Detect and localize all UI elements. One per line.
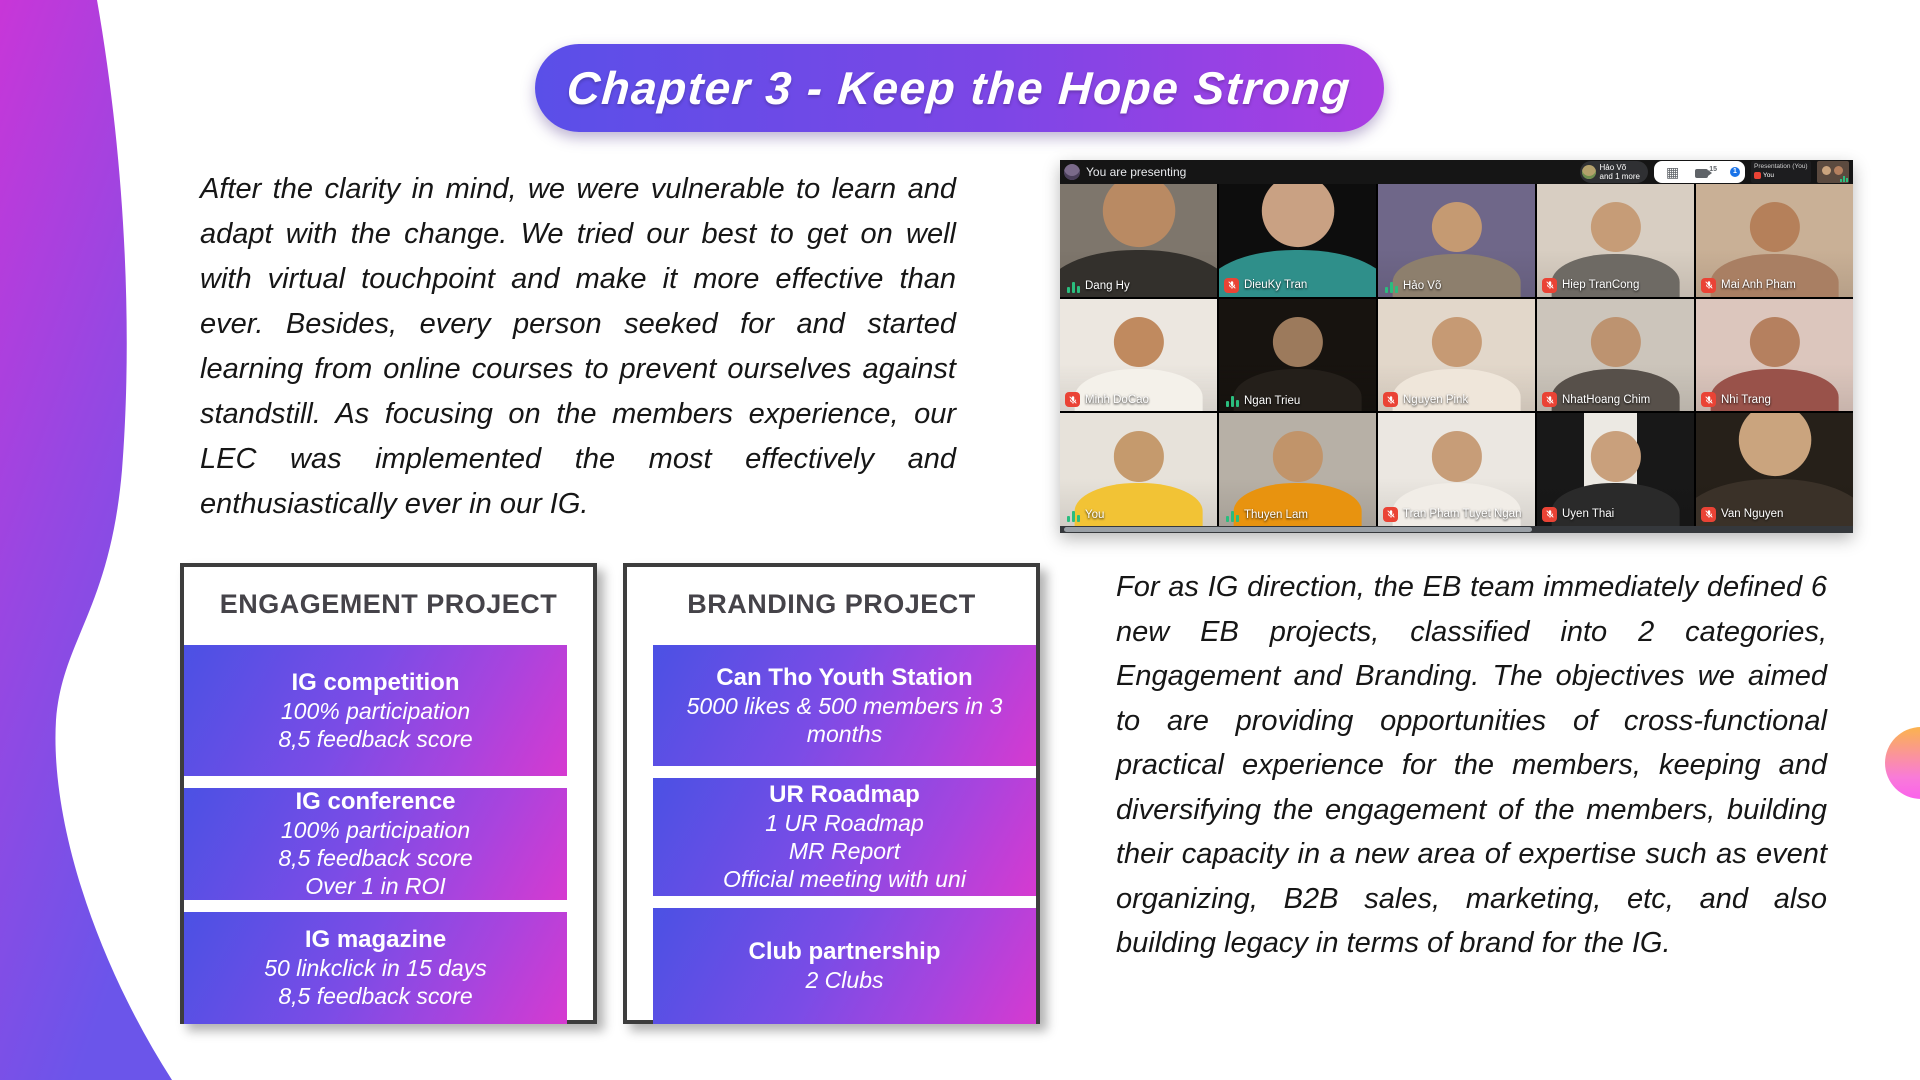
project-block (653, 778, 1036, 896)
mic-muted-icon (1542, 278, 1557, 293)
meet-top-right-cluster (1580, 161, 1850, 183)
project-block-title: Can Tho Youth Station (716, 663, 973, 691)
direction-paragraph: For as IG direction, the EB team immediately defined 6 new EB projects, classified into 2 categories, Engagement and Branding. The objectives we aimed to are providing opportunities of cross-functional practical experience for the members, keeping and diversifying the engagement of the members, building their capacity in a new area of expertise such as event organizing, B2B sales, marketing, etc, and also building legacy in terms of brand for the IG. (1116, 571, 1827, 959)
orange-circle-decoration (1885, 727, 1920, 799)
participant-name: NhatHoang Chim (1562, 393, 1651, 406)
participant-label (1224, 278, 1307, 293)
pill-more: and 1 more (1599, 172, 1640, 181)
branding-blocks (627, 645, 1036, 1020)
mic-muted-icon (1701, 278, 1716, 293)
participant-head (1272, 317, 1322, 367)
participant-name: Van Nguyen (1721, 508, 1784, 521)
presenting-status: You are presenting (1086, 165, 1187, 179)
participant-head (1590, 202, 1640, 252)
chat-badge: 1 (1730, 167, 1740, 177)
speaking-indicator-icon (1065, 509, 1080, 522)
participant-head (1431, 317, 1481, 367)
participant-label (1383, 507, 1521, 522)
pill-name: Hảo Võ (1599, 163, 1627, 172)
face (1822, 166, 1831, 175)
project-block-line: 100% participation (280, 817, 471, 843)
engagement-project-card (180, 563, 597, 1024)
participant-label (1542, 507, 1614, 522)
intro-paragraph: After the clarity in mind, we were vulnerable to learn and adapt with the change. We tried our best to get on well with virtual touchpoint and make it more effective than ever. Besides, every person seeked for and started learning from online courses to prevent ourselves against standstill. As focusing on the members experience, our LEC was implemented the most effectively and enthusiastically ever in our IG. (200, 173, 956, 520)
participant-tile[interactable] (1378, 184, 1535, 297)
participant-head (1590, 317, 1640, 367)
project-block-line: 8,5 feedback score (278, 845, 473, 871)
participant-label (1224, 394, 1300, 407)
participant-name: Nhi Trang (1721, 393, 1771, 406)
project-block (184, 912, 567, 1024)
mic-muted-icon (1701, 392, 1716, 407)
participant-head (1749, 317, 1799, 367)
participant-head (1749, 202, 1799, 252)
participant-tile[interactable] (1219, 413, 1376, 526)
project-block-title: IG magazine (304, 926, 447, 953)
project-block-line: 50 linkclick in 15 days (264, 955, 487, 981)
camera-icon[interactable] (1695, 166, 1717, 178)
project-block-title: IG conference (295, 788, 456, 815)
participant-label (1383, 280, 1441, 293)
presentation-label: Presentation (You) (1754, 163, 1808, 170)
participant-label (1065, 280, 1130, 293)
participant-head (1102, 184, 1175, 247)
speaking-indicator-icon (1383, 280, 1398, 293)
meet-toolbar (1654, 161, 1745, 183)
participant-label (1701, 507, 1783, 522)
participant-tile[interactable] (1060, 299, 1217, 412)
pill-avatar (1582, 165, 1596, 179)
mic-muted-icon (1701, 507, 1716, 522)
participant-name: Ngan Trieu (1244, 394, 1301, 407)
presentation-you-label: You (1763, 172, 1774, 179)
project-block-line: MR Report (788, 838, 901, 864)
participant-label (1065, 509, 1104, 522)
branding-project-card (623, 563, 1040, 1024)
project-block-line: Over 1 in ROI (305, 873, 446, 899)
speaking-indicator-icon (1065, 280, 1080, 293)
participant-name: You (1085, 509, 1105, 522)
participant-name: Minh DoCao (1085, 393, 1149, 406)
participant-label (1701, 278, 1796, 293)
meet-screenshot (1060, 160, 1853, 533)
participant-name: Hiep TranCong (1562, 279, 1640, 292)
mic-muted-icon (1754, 172, 1761, 179)
participant-name: Nguyen Pink (1403, 393, 1469, 406)
meet-grid (1060, 184, 1853, 526)
project-block (653, 908, 1036, 1024)
mic-muted-icon (1383, 507, 1398, 522)
project-block-title: UR Roadmap (769, 781, 920, 808)
project-block (653, 645, 1036, 766)
participant-head (1272, 431, 1322, 481)
participant-head (1113, 317, 1163, 367)
project-block-line: 8,5 feedback score (278, 983, 473, 1009)
participant-tile[interactable] (1060, 184, 1217, 297)
engagement-card-title: ENGAGEMENT PROJECT (219, 588, 558, 619)
engagement-blocks (184, 645, 593, 1020)
scrollbar-thumb[interactable] (1064, 527, 1532, 532)
participant-label (1542, 278, 1639, 293)
participant-name: Uyen Thai (1562, 508, 1615, 521)
participant-label (1224, 509, 1308, 522)
presentation-tile[interactable] (1751, 161, 1811, 183)
participant-tile[interactable] (1696, 413, 1853, 526)
mic-muted-icon (1542, 392, 1557, 407)
participant-tile[interactable] (1696, 184, 1853, 297)
participant-head (1738, 413, 1811, 476)
chapter-banner (535, 44, 1384, 132)
participant-label (1383, 392, 1468, 407)
speaking-indicator-icon (1224, 509, 1239, 522)
presenter-avatar (1064, 164, 1080, 180)
participant-label (1701, 392, 1771, 407)
participants-pill[interactable] (1580, 161, 1648, 183)
participant-head (1261, 184, 1334, 247)
speaking-indicator-icon (1224, 394, 1239, 407)
participant-tile[interactable] (1696, 299, 1853, 412)
participant-head (1590, 431, 1640, 481)
face (1834, 166, 1843, 175)
participant-name: Mai Anh Pham (1721, 279, 1796, 292)
participant-tile[interactable] (1537, 184, 1694, 297)
chapter-title: Chapter 3 - Keep the Hope Strong (565, 62, 1354, 114)
mic-muted-icon (1383, 392, 1398, 407)
mic-muted-icon (1065, 392, 1080, 407)
project-block-line: 2 Clubs (805, 967, 884, 993)
project-block-title: Club partnership (748, 938, 941, 965)
participant-label (1542, 392, 1650, 407)
mic-muted-icon (1224, 278, 1239, 293)
camera-count: 15 (1709, 166, 1717, 173)
project-block (184, 645, 567, 776)
meet-top-bar (1060, 160, 1853, 184)
branding-card-title: BRANDING PROJECT (687, 588, 976, 619)
participant-tile[interactable] (1537, 413, 1694, 526)
participant-tile[interactable] (1537, 299, 1694, 412)
participant-head (1431, 431, 1481, 481)
layout-grid-icon[interactable]: ▦ (1665, 164, 1680, 180)
project-block-title: IG competition (291, 668, 460, 696)
participant-head (1431, 202, 1481, 252)
participant-tile[interactable] (1378, 413, 1535, 526)
project-block-line: Official meeting with uni (723, 866, 966, 892)
participant-tile[interactable] (1060, 413, 1217, 526)
project-block-line: 8,5 feedback score (278, 725, 473, 752)
participant-label (1065, 392, 1149, 407)
project-block-line: 5000 likes & 500 members in 3 months (686, 692, 1003, 747)
project-block (184, 788, 567, 900)
self-view-tile[interactable] (1817, 161, 1849, 183)
participant-name: Tran Pham Tuyet Ngan (1403, 508, 1522, 521)
project-block-line: 100% participation (280, 697, 471, 724)
participant-name: Thuyen Lam (1244, 509, 1308, 522)
mic-muted-icon (1542, 507, 1557, 522)
participant-name: Dang Hy (1085, 280, 1130, 293)
participant-tile[interactable] (1378, 299, 1535, 412)
participant-head (1113, 431, 1163, 481)
speaker-icon (1840, 175, 1848, 182)
participant-tile[interactable] (1219, 299, 1376, 412)
participant-name: DieuKy Tran (1244, 279, 1308, 292)
participant-name: Hảo Võ (1403, 280, 1442, 293)
project-block-line: 1 UR Roadmap (765, 810, 924, 836)
participant-tile[interactable] (1219, 184, 1376, 297)
scrollbar[interactable] (1060, 526, 1853, 533)
